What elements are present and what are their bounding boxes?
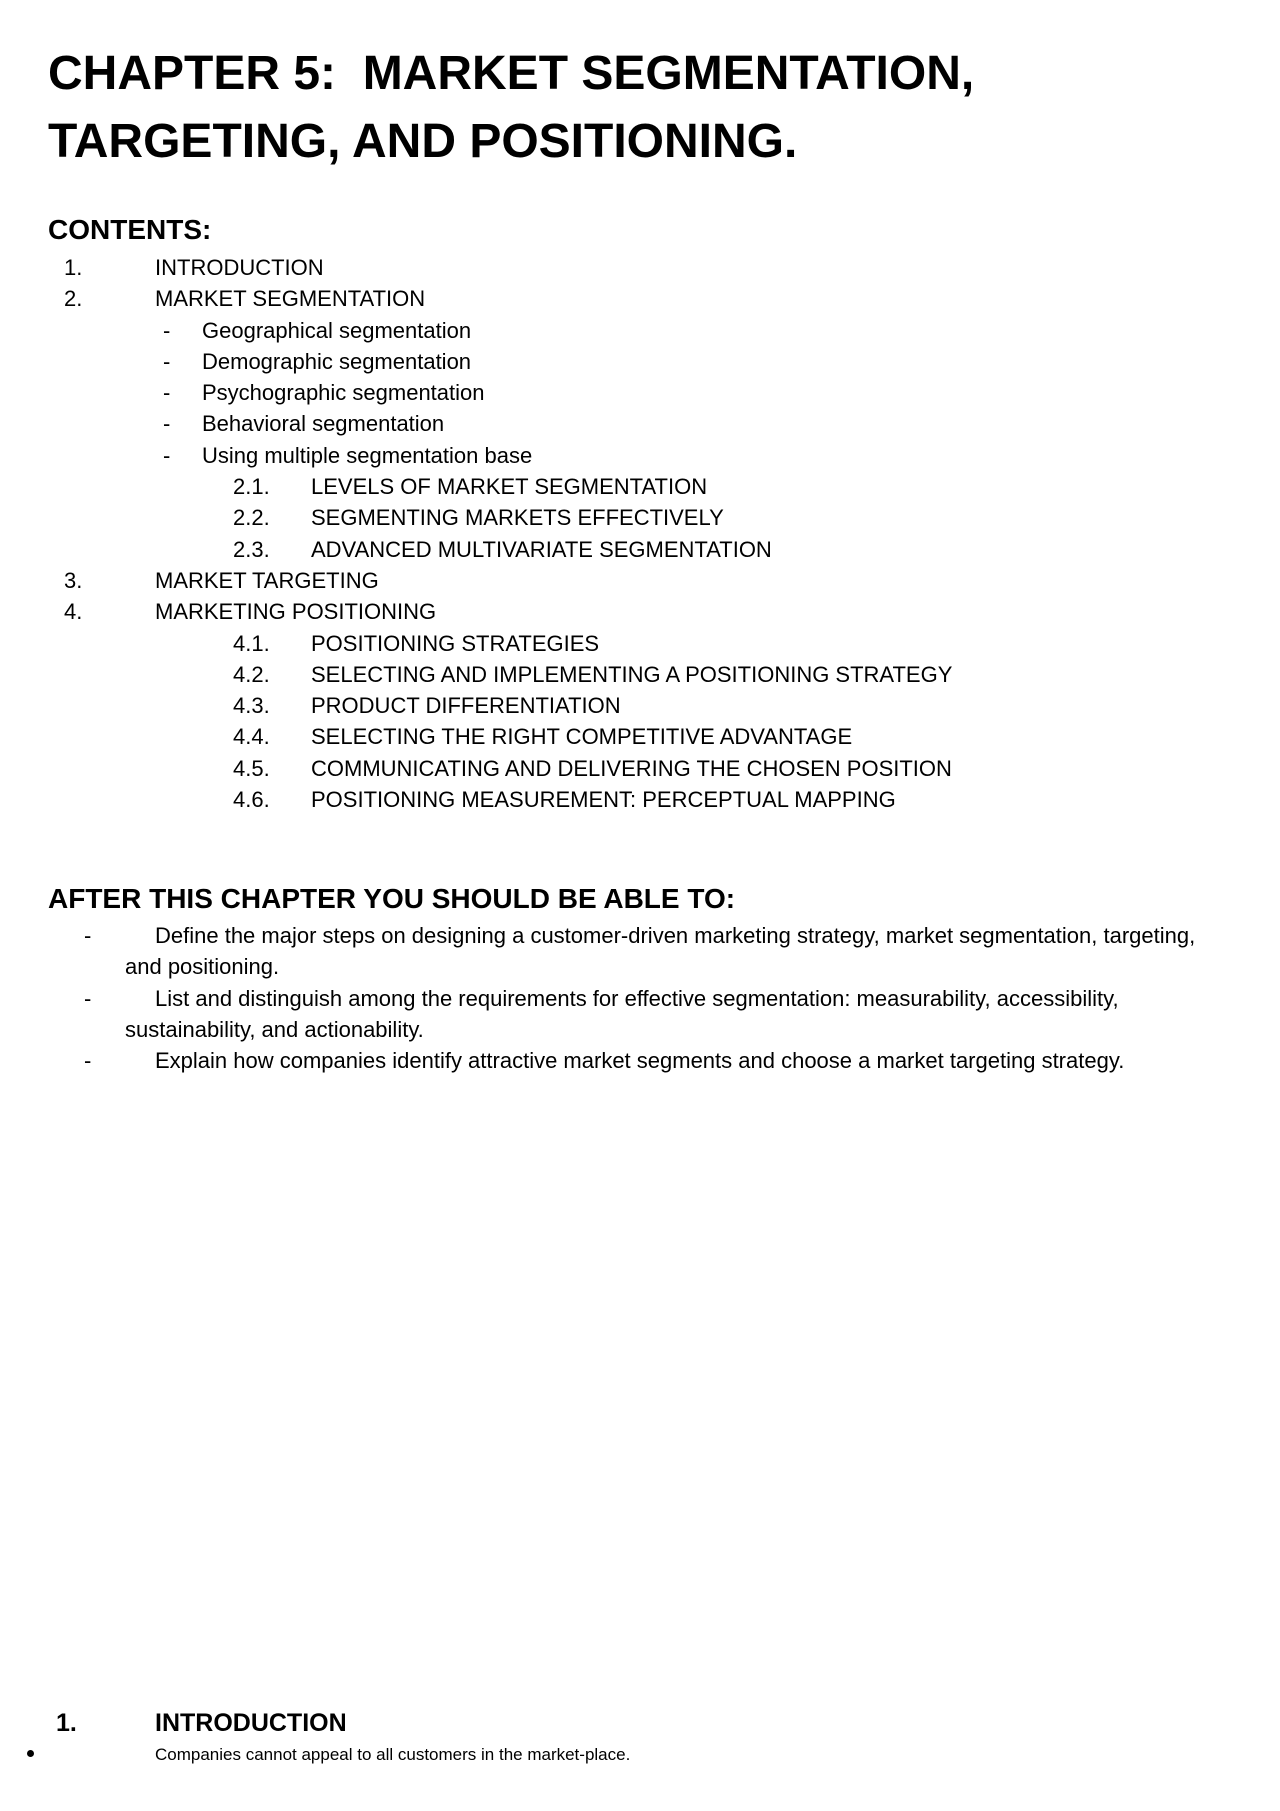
objective-item [0,920,1280,983]
objectives-heading: AFTER THIS CHAPTER YOU SHOULD BE ABLE TO: [48,883,736,914]
toc-label: SELECTING AND IMPLEMENTING A POSITIONING STRATEGY [311,661,953,687]
page-title [48,40,1228,176]
toc-number: 4.6. [233,787,270,813]
toc-label: SEGMENTING MARKETS EFFECTIVELY [311,505,724,531]
objectives-list [0,920,1280,1076]
toc-subsection [0,502,1280,533]
toc-label: Geographical segmentation [202,317,472,343]
section-title: INTRODUCTION [155,1709,347,1737]
toc-item [0,565,1280,596]
bullet-text: Companies cannot appeal to all customers in the market-place. [155,1745,631,1764]
dash-bullet: - [163,348,171,374]
objective-text: List and distinguish among the requirements for effective segmentation: measurability, accessibility, sustainability, and actionability. [125,985,1119,1042]
toc-number: 2.1. [233,474,270,500]
toc-number: 2.3. [233,536,270,562]
title-line: CHAPTER 5: MARKET SEGMENTATION, [48,47,975,100]
dash-bullet: - [84,985,92,1011]
toc-subsection [0,753,1280,784]
dash-bullet: - [84,923,92,948]
toc-subitem [0,440,1280,471]
toc-label: POSITIONING MEASUREMENT: PERCEPTUAL MAPPING [311,787,896,813]
toc-item [0,283,1280,314]
toc-number: 4. [64,599,83,625]
toc-label: ADVANCED MULTIVARIATE SEGMENTATION [311,536,772,562]
toc-subsection [0,534,1280,565]
toc-number: 4.2. [233,661,270,687]
dash-bullet: - [163,411,171,437]
toc-number: 3. [64,567,83,593]
toc-number: 4.3. [233,693,270,719]
toc-subitem [0,377,1280,408]
title-line: TARGETING, AND POSITIONING. [48,115,798,168]
dash-bullet: - [84,1048,92,1074]
toc-label: Behavioral segmentation [202,411,445,437]
toc-label: MARKET SEGMENTATION [155,286,426,312]
toc-subsection [0,628,1280,659]
toc-number: 4.5. [233,755,270,781]
toc-subsection [0,471,1280,502]
toc-label: Psychographic segmentation [202,380,485,406]
toc-number: 2.2. [233,505,270,531]
bullet-item [0,1740,1280,1770]
toc-label: INTRODUCTION [155,255,324,280]
dash-bullet: - [163,317,171,343]
toc-number: 2. [64,286,83,312]
toc-number: 4.4. [233,724,270,750]
toc-subsection [0,659,1280,690]
toc-item [0,252,1280,283]
section-number: 1. [56,1709,77,1737]
toc-label: LEVELS OF MARKET SEGMENTATION [311,474,708,500]
toc-number: 4.1. [233,630,270,656]
toc-number: 1. [64,255,83,280]
toc-label: Demographic segmentation [202,348,472,374]
toc-subsection [0,784,1280,815]
objective-text: Explain how companies identify attractive market segments and choose a market targeting strategy. [155,1048,1125,1074]
toc-subitem [0,408,1280,439]
toc-label: COMMUNICATING AND DELIVERING THE CHOSEN POSITION [311,755,952,781]
toc-label: MARKETING POSITIONING [155,599,437,625]
toc-subitem [0,346,1280,377]
dash-bullet: - [163,380,171,406]
section-heading-introduction [0,1706,1280,1740]
toc-subitem [0,315,1280,346]
dash-bullet: - [163,442,171,468]
objective-item [0,983,1280,1046]
toc-label: POSITIONING STRATEGIES [311,630,600,656]
toc-label: SELECTING THE RIGHT COMPETITIVE ADVANTAGE [311,724,853,750]
objective-text: Define the major steps on designing a customer-driven marketing strategy, market segmentation, targeting, and positioning. [125,923,1196,980]
toc-subsection [0,721,1280,752]
toc-label: MARKET TARGETING [155,567,379,593]
table-of-contents [0,252,1280,815]
toc-subsection [0,690,1280,721]
toc-label: Using multiple segmentation base [202,442,533,468]
objective-item [0,1045,1280,1076]
toc-label: PRODUCT DIFFERENTIATION [311,693,621,719]
bullet-dot-icon [27,1750,34,1757]
toc-item [0,596,1280,627]
contents-heading: CONTENTS: [48,214,212,245]
